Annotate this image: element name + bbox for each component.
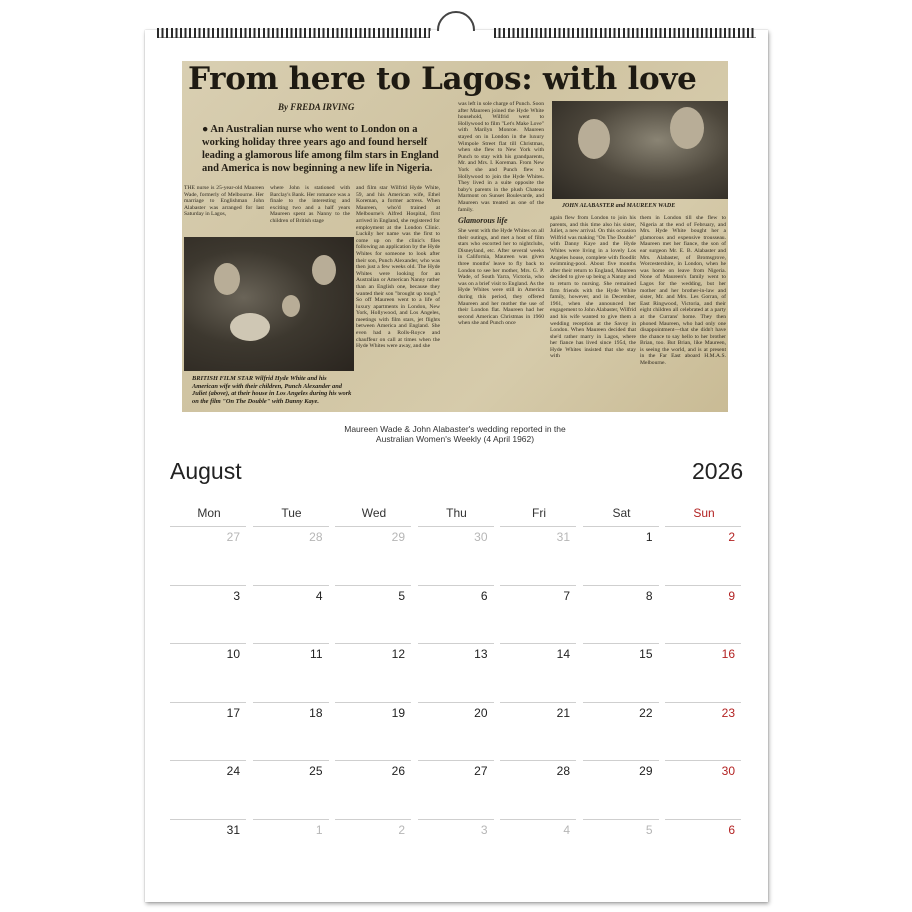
day-number: 5 <box>398 588 405 603</box>
day-cell[interactable] <box>170 760 246 818</box>
day-number: 30 <box>721 764 735 779</box>
day-cell[interactable] <box>335 760 411 818</box>
day-cell[interactable] <box>583 760 659 818</box>
day-number: 29 <box>639 764 653 779</box>
day-number: 28 <box>556 764 570 779</box>
day-cell[interactable] <box>418 702 494 760</box>
day-cell[interactable] <box>170 585 246 643</box>
family-photo-caption: BRITISH FILM STAR Wilfrid Hyde White and his American wife with their children, Punch Alexander and Juliet (above), at their house in Los Angeles during his work on the film "On The Double" with Danny Kaye. <box>192 375 352 405</box>
day-cell[interactable] <box>665 702 741 760</box>
article-column-4: was left in sole charge of Punch. Soon after Maureen joined the Hyde White household, Wilfrid went to Hollywood to film "Let's Make Love" with Marilyn Monroe. Maureen stayed on in London in the luxury Wimpole Street flat till Christmas, when she flew to New York with Punch to stay with his grandparents, Mr. and Mrs. I. Koreman. From New York she and Punch flew to Hollywood to join the Hyde Whites. They lived in a suite opposite the baby's parents in the plush Chateau Marmont on Sunset Boulevarde, and Maureen was treated as one of the family. Glamorous life She went with the Hyde Whites on all their outings, and met a host of film stars who escorted her to nightclubs, Disneyland, etc. After several weeks in California, Maureen was given three months' leave to fly back to London to see her mother, Mrs. G. P. Wade, of South Yarra, Victoria, who was on a brief visit to England. As the Hyde Whites were still in America during this period, they offered Maureen and her mother the use of their London flat. Maureen had her second American Christmas in 1960 when she and Punch once <box>458 101 544 327</box>
day-cell[interactable] <box>665 760 741 818</box>
day-cell[interactable] <box>253 760 329 818</box>
day-cell[interactable] <box>583 643 659 701</box>
day-cell[interactable] <box>418 585 494 643</box>
weekday-header-thu: Thu <box>446 506 467 520</box>
day-cell[interactable] <box>253 702 329 760</box>
newspaper-clipping-image <box>182 61 728 412</box>
couple-photo-caption: JOHN ALABASTER and MAUREEN WADE <box>562 203 676 209</box>
weekday-header-wed: Wed <box>361 506 387 520</box>
day-cell[interactable] <box>170 702 246 760</box>
day-number: 19 <box>391 705 405 720</box>
article-column-2: where John is stationed with Barclay's Bank. Her romance was a finale to the interesting and exciting two and a half years Maureen spent as Nanny to the children of British stage <box>270 185 350 224</box>
day-number: 9 <box>728 588 735 603</box>
month-title: August <box>170 458 242 484</box>
day-number: 20 <box>474 705 488 720</box>
article-column-5: again flew from London to join his parents, and this time also his sister, Juliet, a new arrival. On this occasion Wilfrid was making "On The Double" with Danny Kaye and the Hyde Whites were living in a lovely Los Angeles house, complete with floodlit swimming-pool. About five months after their return to England, Maureen decided to give up being a Nanny and to return to nursing. She remained firm friends with the Hyde White family, however, and in December, 1961, when she announced her engagement to John Alabaster, Wilfrid and his wife wanted to give them a wedding reception at the Savoy in London. When Maureen decided that she'd rather marry in Lagos, where her fiance has lived since 1954, the Hyde Whites insisted that she stay with <box>550 215 636 360</box>
couple-photo <box>552 101 728 199</box>
weekday-header-sun: Sun <box>693 506 715 520</box>
day-cell[interactable] <box>253 819 329 877</box>
day-cell[interactable] <box>335 643 411 701</box>
day-number: 26 <box>391 764 405 779</box>
day-number: 6 <box>728 823 735 837</box>
day-cell[interactable] <box>500 643 576 701</box>
spiral-binding-left <box>157 28 432 38</box>
day-number: 11 <box>310 647 323 662</box>
day-cell[interactable] <box>583 819 659 877</box>
day-cell[interactable] <box>500 702 576 760</box>
day-cell[interactable] <box>665 819 741 877</box>
day-cell[interactable] <box>335 526 411 584</box>
article-column-1: THE nurse is 25-year-old Maureen Wade, formerly of Melbourne. Her marriage to Englishman John Alabaster was arranged for last Saturday in Lagos, <box>184 185 264 218</box>
day-cell[interactable] <box>253 643 329 701</box>
day-number: 22 <box>639 705 653 720</box>
day-number: 1 <box>645 530 653 544</box>
day-cell[interactable] <box>418 526 494 584</box>
day-number: 3 <box>233 588 240 603</box>
day-number: 17 <box>226 705 240 720</box>
day-number: 8 <box>645 588 653 603</box>
day-number: 5 <box>645 823 653 837</box>
day-cell[interactable] <box>253 526 329 584</box>
day-number: 21 <box>556 705 570 720</box>
day-cell[interactable] <box>665 526 741 584</box>
day-number: 2 <box>398 823 405 837</box>
day-number: 28 <box>309 530 323 544</box>
weekday-header-mon: Mon <box>197 506 221 520</box>
day-number: 4 <box>315 588 323 603</box>
day-number: 2 <box>728 530 735 544</box>
day-cell[interactable] <box>583 526 659 584</box>
day-number: 27 <box>474 764 488 779</box>
day-number: 27 <box>226 530 240 544</box>
day-cell[interactable] <box>335 585 411 643</box>
day-cell[interactable] <box>253 585 329 643</box>
day-cell[interactable] <box>583 702 659 760</box>
day-cell[interactable] <box>170 643 246 701</box>
day-number: 14 <box>556 647 570 662</box>
weekday-header-fri: Fri <box>532 506 546 520</box>
day-cell[interactable] <box>170 526 246 584</box>
day-cell[interactable] <box>500 819 576 877</box>
clipping-intro: ● An Australian nurse who went to London on a working holiday three years ago and found herself leading a glamorous life among film stars in England and America is now beginning a new life in Nigeria. <box>202 124 439 174</box>
day-cell[interactable] <box>418 760 494 818</box>
article-column-6: them in London till she flew to Nigeria at the end of February, and Mrs. Hyde White bought her a glamorous and expensive trousseau. Maureen met her fiance, the son of ear surgeon Mr. E. B. Alabaster and Mrs. Alabaster, of Bromsgrove, Worcestershire, in London, when he was home on leave from Nigeria. None of Maureen's family went to Lagos for the wedding, but her mother and her brother-in-law and sister, Mr. and Mrs. Les Gorran, of East Ringwood, Victoria, and their eight children all celebrated at a party at the Currans' home. They then phoned Maureen, who had only one disappointment—that she didn't have the chance to say hello to her brother Brian, too. But Brian, like Maureen, is seeing the world, and is at present in the Far East aboard H.M.A.S. Melbourne. <box>640 215 726 367</box>
day-number: 4 <box>563 823 570 837</box>
clipping-byline: By FREDA IRVING <box>278 102 355 112</box>
day-number: 31 <box>556 530 570 544</box>
day-number: 23 <box>721 705 735 720</box>
day-number: 1 <box>315 823 323 837</box>
day-number: 18 <box>309 705 323 720</box>
day-cell[interactable] <box>335 819 411 877</box>
day-number: 30 <box>474 530 488 544</box>
weekday-header-sat: Sat <box>612 506 631 520</box>
clipping-headline: From here to Lagos: with love <box>188 61 697 97</box>
day-number: 12 <box>391 647 405 662</box>
day-cell[interactable] <box>335 702 411 760</box>
family-photo <box>184 237 354 371</box>
spiral-binding-right <box>494 28 756 38</box>
day-number: 13 <box>474 647 488 662</box>
weekday-header-tue: Tue <box>281 506 302 520</box>
day-cell[interactable] <box>170 819 246 877</box>
day-cell[interactable] <box>665 585 741 643</box>
article-column-3: and film star Wilfrid Hyde White, 59, and his American wife, Ethel Koreman, a former actress. When Maureen, who'd trained at Melbourne's Alfred Hospital, first arrived in England, she registered for employment at the London Clinic. Luckily her name was the first to come up on the clinic's files following an application by the Hyde Whites for someone to look after their son, Punch Alexander, who was then just a few weeks old. The Hyde Whites were looking for an Australian or American Nanny rather than an English one, because they wanted their son "brought up tough." So off Maureen went to a life of luxury apartments in London, New York, Hollywood, and Los Angeles, meetings with film stars, jet flights between America and England. She even had a Rolls-Royce and chauffeur on call at times when the Hyde Whites were away, and she <box>356 185 440 350</box>
day-cell[interactable] <box>500 760 576 818</box>
image-caption: Maureen Wade & John Alabaster's wedding reported in the Australian Women's Weekly (4 April 1962) <box>344 424 566 444</box>
day-number: 3 <box>480 823 488 837</box>
day-number: 7 <box>563 588 570 603</box>
glamorous-life-subhead: Glamorous life <box>458 216 508 226</box>
day-cell[interactable] <box>418 643 494 701</box>
day-number: 24 <box>226 764 240 779</box>
day-cell[interactable] <box>665 643 741 701</box>
day-number: 16 <box>721 647 735 662</box>
day-cell[interactable] <box>500 585 576 643</box>
day-cell[interactable] <box>500 526 576 584</box>
day-number: 6 <box>480 588 488 603</box>
day-number: 29 <box>391 530 405 544</box>
day-number: 10 <box>226 647 240 662</box>
day-number: 31 <box>226 823 240 837</box>
day-cell[interactable] <box>418 819 494 877</box>
day-cell[interactable] <box>583 585 659 643</box>
day-number: 15 <box>639 647 653 662</box>
day-number: 25 <box>309 764 323 779</box>
year-title: 2026 <box>692 458 744 484</box>
